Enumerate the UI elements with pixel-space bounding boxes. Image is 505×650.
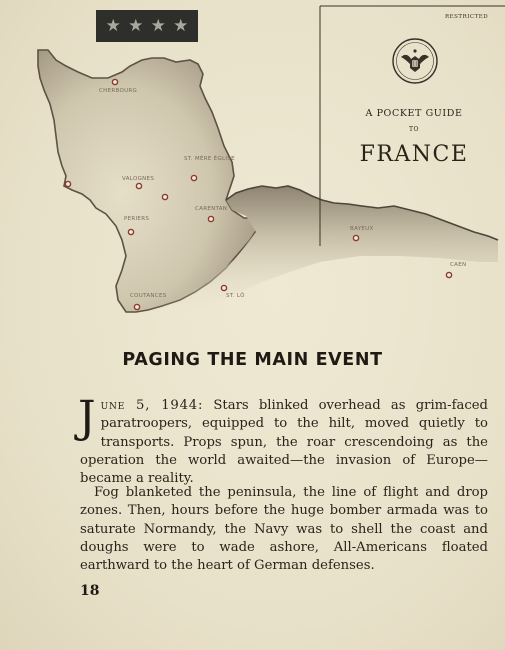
- town-dot-ste-mere-eglise: [191, 175, 196, 180]
- guide-subtitle: A POCKET GUIDE: [365, 108, 463, 119]
- guide-title: FRANCE: [359, 142, 469, 167]
- town-dot-periers: [128, 229, 133, 234]
- town-dot-valognes: [136, 183, 141, 188]
- star-icon: ★: [128, 15, 144, 36]
- eagle-seal-icon: [391, 37, 439, 85]
- page-number: 18: [80, 583, 100, 599]
- town-label-periers: PERIERS: [124, 216, 150, 222]
- article-paragraph-1: [78, 392, 488, 488]
- town-dot-cherbourg: [112, 79, 117, 84]
- town-label-cherbourg: CHERBOURG: [99, 88, 138, 94]
- town-dot-caen: [446, 272, 451, 277]
- star-icon: ★: [150, 15, 166, 36]
- star-icon: ★: [105, 15, 121, 36]
- town-dot-carentan: [208, 216, 213, 221]
- star-icon: ★: [173, 15, 189, 36]
- guide-to: TO: [409, 126, 419, 133]
- town-label-ste-mere-eglise: ST. MÈRE ÉGLISE: [184, 156, 235, 162]
- town-dot-mid: [162, 194, 167, 199]
- town-label-caen: CAEN: [450, 262, 467, 268]
- town-label-coutances: COUTANCES: [130, 293, 167, 299]
- town-label-carentan: CARENTAN: [195, 206, 228, 212]
- town-dot-west: [65, 181, 70, 186]
- article-paragraph-2: Fog blanketed the peninsula, the line of flight and drop zones. Then, hours before the huge bomber armada was to saturate Normandy, the Navy was to shell the coast and doughs were to wade ashore, All-Americans floated earthward to the heart of German defenses.: [80, 485, 488, 574]
- town-label-st-lo: ST. LÔ: [226, 293, 245, 299]
- article-headline: PAGING THE MAIN EVENT: [122, 350, 383, 370]
- drop-cap: J: [78, 392, 96, 443]
- restricted-stamp: RESTRICTED: [445, 14, 489, 20]
- town-dot-coutances: [134, 304, 139, 309]
- town-dot-bayeux: [353, 235, 358, 240]
- town-label-bayeux: BAYEUX: [350, 226, 374, 232]
- paragraph-1-body: Stars blinked overhead as grim-faced paratroopers, equipped to the hilt, moved quietly to transports. Props spun, the roar crescendoing as the operation the world awaited—the invasion of Europe—became a reality.: [80, 398, 488, 487]
- paragraph-lead: une 5, 1944:: [100, 398, 204, 413]
- town-label-valognes: VALOGNES: [122, 176, 155, 182]
- town-dot-st-lo: [221, 285, 226, 290]
